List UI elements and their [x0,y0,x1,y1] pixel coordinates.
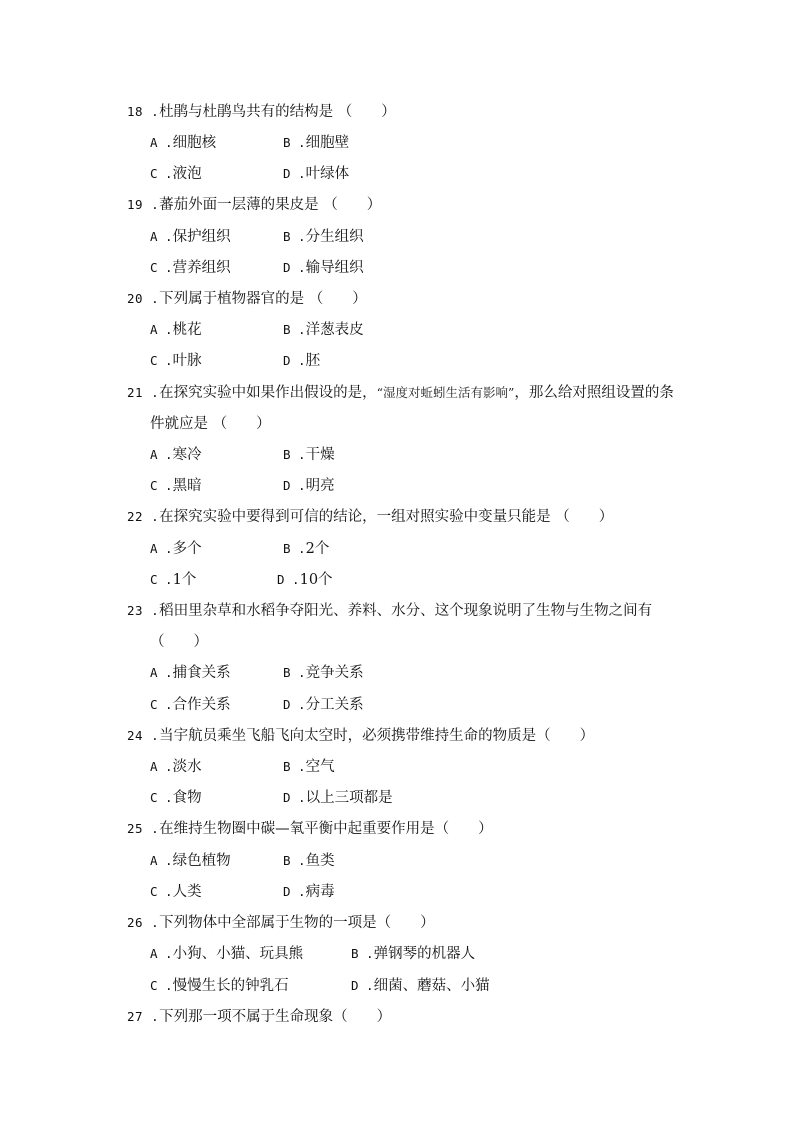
question-21: 21 .在探究实验中如果作出假设的是，“湿度对蚯蚓生活有影响”，那么给对照组设置的条 [127,385,674,401]
option-26-c[interactable]: C .慢慢生长的钟乳石 [150,978,289,994]
option-21-b[interactable]: B .干燥 [283,447,335,463]
question-19: 19 .蕃茄外面一层薄的果皮是 （ ） [127,197,382,213]
option-19-d[interactable]: D .输导组织 [283,260,364,276]
option-18-a[interactable]: A .细胞核 [150,135,217,151]
question-24: 24 .当宇航员乘坐飞船飞向太空时，必须携带维持生命的物质是（ ） [127,728,595,744]
option-26-d[interactable]: D .细菌、蘑菇、小猫 [351,978,490,994]
option-19-c[interactable]: C .营养组织 [150,260,231,276]
option-23-c[interactable]: C .合作关系 [150,697,231,713]
option-19-b[interactable]: B .分生组织 [283,229,364,245]
question-21-continuation: 件就应是 （ ） [150,416,271,432]
option-23-b[interactable]: B .竞争关系 [283,665,364,681]
option-24-b[interactable]: B .空气 [283,759,335,775]
option-20-c[interactable]: C .叶脉 [150,353,202,369]
option-22-d[interactable]: D .10个 [277,572,333,588]
option-20-a[interactable]: A .桃花 [150,322,202,338]
option-22-b[interactable]: B .2个 [283,541,330,557]
question-23-continuation: （ ） [150,634,208,650]
option-25-d[interactable]: D .病毒 [283,884,335,900]
question-26: 26 .下列物体中全部属于生物的一项是（ ） [127,915,435,931]
option-18-c[interactable]: C .液泡 [150,166,202,182]
question-23: 23 .稻田里杂草和水稻争夺阳光、养料、水分、这个现象说明了生物与生物之间有 [127,603,653,619]
option-21-d[interactable]: D .明亮 [283,478,335,494]
option-19-a[interactable]: A .保护组织 [150,229,231,245]
option-23-d[interactable]: D .分工关系 [283,697,364,713]
option-26-a[interactable]: A .小狗、小猫、玩具熊 [150,946,304,962]
question-25: 25 .在维持生物圈中碳—氧平衡中起重要作用是（ ） [127,821,493,837]
option-20-b[interactable]: B .洋葱表皮 [283,322,364,338]
option-24-c[interactable]: C .食物 [150,790,202,806]
option-22-c[interactable]: C .1个 [150,572,197,588]
option-18-b[interactable]: B .细胞壁 [283,135,350,151]
option-18-d[interactable]: D .叶绿体 [283,166,350,182]
option-25-b[interactable]: B .鱼类 [283,853,335,869]
question-22: 22 .在探究实验中要得到可信的结论，一组对照实验中变量只能是 （ ） [127,509,614,525]
option-26-b[interactable]: B .弹钢琴的机器人 [351,946,476,962]
option-24-d[interactable]: D .以上三项都是 [283,790,393,806]
option-21-c[interactable]: C .黑暗 [150,478,202,494]
option-25-c[interactable]: C .人类 [150,884,202,900]
option-20-d[interactable]: D .胚 [283,353,321,369]
question-20: 20 .下列属于植物器官的是 （ ） [127,291,367,307]
option-24-a[interactable]: A .淡水 [150,759,202,775]
option-22-a[interactable]: A .多个 [150,541,202,557]
option-21-a[interactable]: A .寒冷 [150,447,202,463]
question-18: 18 .杜鹃与杜鹃鸟共有的结构是 （ ） [127,104,396,120]
question-27: 27 .下列那一项不属于生命现象（ ） [127,1009,392,1025]
option-23-a[interactable]: A .捕食关系 [150,665,231,681]
option-25-a[interactable]: A .绿色植物 [150,853,231,869]
